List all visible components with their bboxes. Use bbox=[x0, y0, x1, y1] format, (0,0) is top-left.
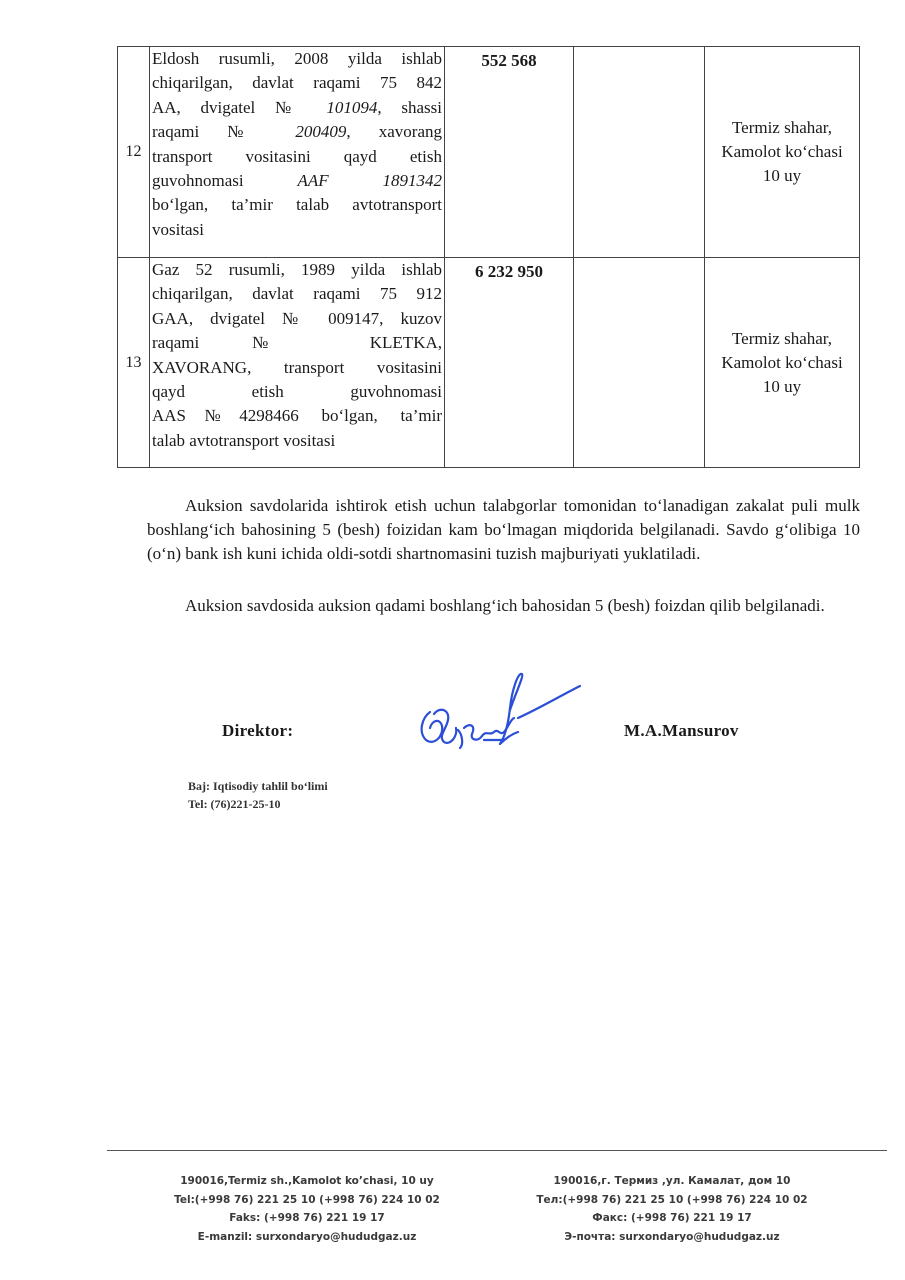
description-segment: transport vositasini qayd etish bbox=[152, 146, 442, 166]
description-line bbox=[152, 356, 442, 380]
description-segment: AAF 1891342 bbox=[297, 171, 443, 191]
description-line bbox=[152, 404, 442, 428]
description-line bbox=[152, 193, 442, 217]
footer-latin-address: 190016,Termiz sh.,Kamolot ko’chasi, 10 uy bbox=[180, 1175, 434, 1187]
director-signature bbox=[400, 670, 590, 760]
description-segment: chiqarilgan, davlat raqami 75 842 bbox=[152, 73, 442, 93]
description-segment: 200409 bbox=[295, 122, 347, 142]
description-segment: vositasi bbox=[152, 219, 204, 239]
starting-price: 552 568 bbox=[445, 47, 574, 258]
table-row bbox=[118, 47, 860, 258]
description-line bbox=[152, 169, 442, 193]
description-line bbox=[152, 282, 442, 306]
address-line: Kamolot ko‘chasi bbox=[721, 352, 843, 372]
footer-latin-email: E-manzil: surxondaryo@hududgaz.uz bbox=[197, 1230, 417, 1243]
description-line bbox=[152, 307, 442, 331]
deposit-text: Auksion savdolarida ishtirok etish uchun talabgorlar tomonidan to‘lanadigan zakalat puli mulk boshlang‘ich bahosining 5 (besh) foizidan kam bo‘lmagan miqdorida belgilanadi. Savdo g‘olibiga 10 (o‘n) bank ish kuni ichida oldi-sotdi shartnomasini tuzish majburiyati yuklatiladi. bbox=[147, 496, 860, 563]
director-name: M.A.Mansurov bbox=[624, 721, 739, 740]
description-segment: talab avtotransport vositasi bbox=[152, 430, 336, 450]
description-line bbox=[152, 120, 442, 144]
address-line: 10 uy bbox=[762, 166, 802, 185]
description-line bbox=[152, 218, 442, 242]
empty-cell bbox=[574, 258, 705, 468]
auction-step-text: Auksion savdosida auksion qadami boshlang‘ich bahosidan 5 (besh) foizdan qilib belgilanadi. bbox=[185, 596, 825, 615]
footer-cyrillic-phone: Тел:(+998 76) 221 25 10 (+998 76) 224 10 02 bbox=[536, 1193, 808, 1206]
footer-address-cyrillic bbox=[512, 1172, 832, 1246]
description-line bbox=[152, 331, 442, 355]
executor-department: Baj: Iqtisodiy tahlil bo‘limi bbox=[188, 779, 328, 793]
description-line bbox=[152, 380, 442, 404]
address-line: 10 uy bbox=[762, 376, 802, 396]
description-line bbox=[152, 96, 442, 120]
table-row bbox=[118, 258, 860, 468]
description-segment: raqami № KLETKA, bbox=[152, 333, 442, 353]
description-line bbox=[152, 47, 442, 71]
description-segment: Gaz 52 rusumli, 1989 yilda ishlab bbox=[152, 260, 442, 279]
footer-cyrillic-email: Э-почта: surxondaryo@hududgaz.uz bbox=[564, 1230, 780, 1243]
description-segment: XAVORANG, transport vositasini bbox=[152, 357, 442, 377]
description-line bbox=[152, 71, 442, 95]
footer-divider bbox=[107, 1150, 887, 1151]
description-segment: bo‘lgan, ta’mir talab avtotransport bbox=[152, 195, 442, 215]
lot-description bbox=[150, 258, 445, 468]
description-line bbox=[152, 429, 442, 453]
starting-price: 6 232 950 bbox=[445, 258, 574, 468]
description-segment: , xavorang bbox=[346, 122, 442, 142]
footer-latin-phone: Tel:(+998 76) 221 25 10 (+998 76) 224 10 02 bbox=[174, 1193, 440, 1206]
description-line bbox=[152, 145, 442, 169]
description-segment: chiqarilgan, davlat raqami 75 912 bbox=[152, 284, 442, 304]
description-segment: , shassi bbox=[377, 97, 442, 117]
description-segment: guvohnomasi bbox=[152, 171, 298, 191]
footer-latin-fax: Faks: (+998 76) 221 19 17 bbox=[229, 1212, 385, 1224]
footer-cyrillic-fax: Факс: (+998 76) 221 19 17 bbox=[592, 1212, 752, 1224]
description-segment: 101094 bbox=[326, 97, 378, 117]
lot-number: 13 bbox=[118, 258, 150, 468]
address-line: Termiz shahar, bbox=[731, 118, 833, 137]
description-segment: AA, dvigatel № bbox=[152, 97, 327, 117]
executor-phone: Tel: (76)221-25-10 bbox=[188, 797, 281, 811]
address-line: Termiz shahar, bbox=[731, 328, 833, 348]
lot-table-body bbox=[118, 47, 860, 468]
footer-cyrillic-address: 190016,г. Термиз ,ул. Камалат, дом 10 bbox=[553, 1175, 791, 1187]
address-line: Kamolot ko‘chasi bbox=[721, 142, 843, 161]
lot-address bbox=[705, 47, 860, 258]
description-segment: GAA, dvigatel № 009147, kuzov bbox=[152, 308, 442, 328]
footer-address-latin bbox=[147, 1172, 467, 1246]
description-line bbox=[152, 258, 442, 282]
director-label: Direktor: bbox=[222, 721, 294, 740]
description-segment: qayd etish guvohnomasi bbox=[152, 382, 442, 402]
description-segment: AAS№4298466 bo‘lgan, ta’mir bbox=[152, 406, 442, 426]
lot-address bbox=[705, 258, 860, 468]
description-segment: Eldosh rusumli, 2008 yilda ishlab bbox=[152, 49, 442, 68]
lot-description bbox=[150, 47, 445, 258]
executor-info bbox=[188, 777, 328, 813]
description-segment: raqami № bbox=[152, 122, 296, 142]
deposit-paragraph bbox=[147, 494, 860, 566]
lot-table bbox=[117, 46, 860, 468]
lot-number: 12 bbox=[118, 47, 150, 258]
empty-cell bbox=[574, 47, 705, 258]
auction-step-paragraph bbox=[147, 594, 860, 618]
